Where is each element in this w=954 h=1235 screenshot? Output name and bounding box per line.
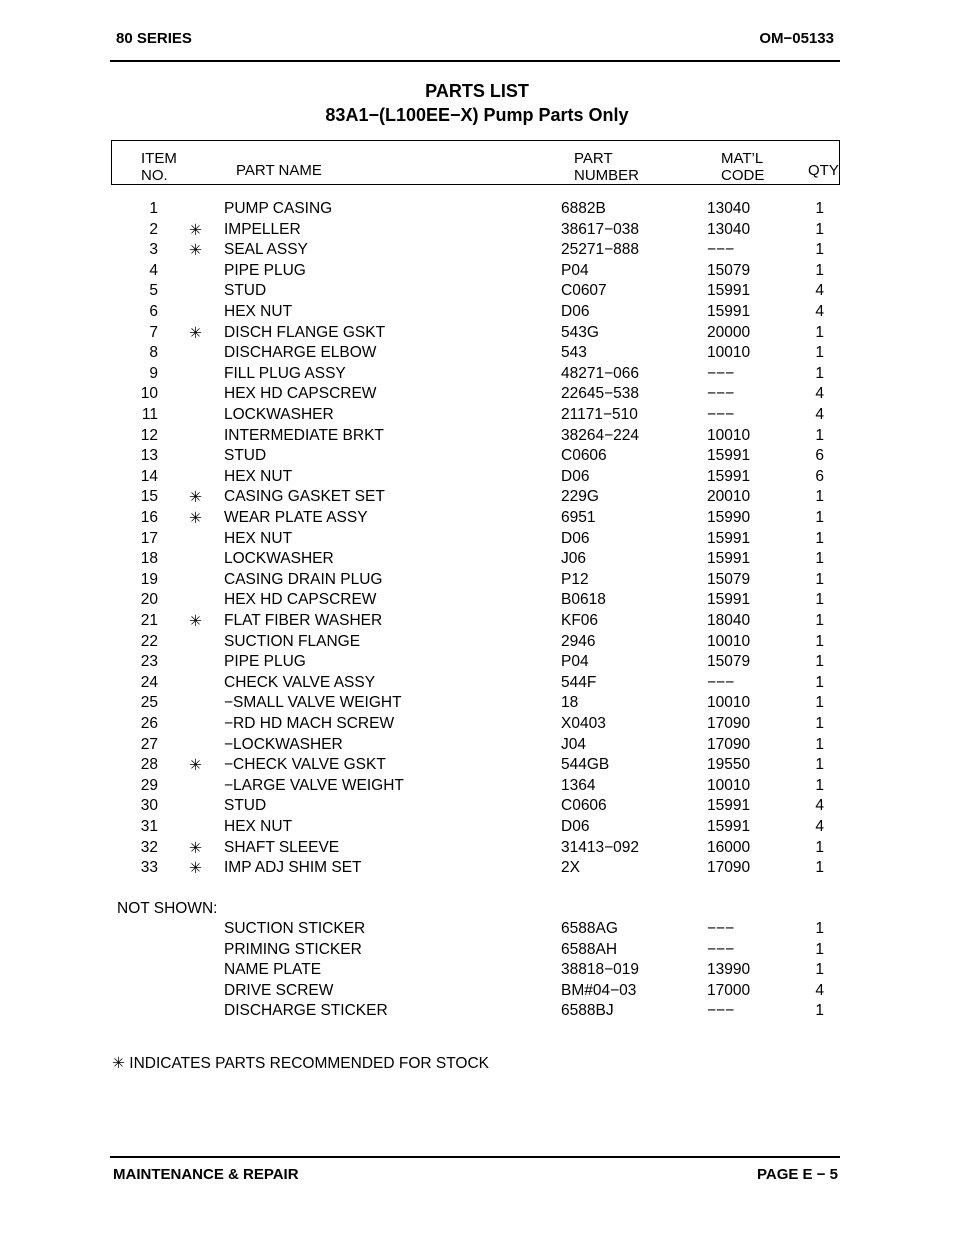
material-code: 10010 xyxy=(707,344,751,362)
quantity: 1 xyxy=(815,632,824,650)
table-row xyxy=(0,859,954,879)
table-row xyxy=(0,427,954,447)
table-row xyxy=(0,612,954,632)
part-number: 1364 xyxy=(561,776,596,794)
item-number: 23 xyxy=(140,653,158,671)
item-number: 6 xyxy=(149,303,158,320)
quantity: 1 xyxy=(815,715,824,732)
part-name: STUD xyxy=(224,447,267,465)
part-number: 38818−019 xyxy=(561,961,640,979)
part-number: KF06 xyxy=(561,612,599,629)
item-number: 28 xyxy=(140,756,158,774)
stock-star-icon: ✳ xyxy=(189,324,202,342)
quantity: 6 xyxy=(815,467,824,485)
table-row xyxy=(0,920,954,940)
table-row xyxy=(0,982,954,1002)
table-row xyxy=(0,591,954,611)
part-name: SUCTION FLANGE xyxy=(224,632,361,650)
quantity: 6 xyxy=(815,447,824,465)
table-row xyxy=(0,777,954,797)
quantity: 1 xyxy=(815,570,824,588)
table-row xyxy=(0,303,954,323)
part-name: IMP ADJ SHIM SET xyxy=(224,859,362,877)
part-name: LOCKWASHER xyxy=(224,406,334,423)
stock-star-icon: ✳ xyxy=(189,860,202,878)
item-number: 1 xyxy=(149,200,158,217)
quantity: 1 xyxy=(815,940,824,958)
item-number: 21 xyxy=(140,612,158,629)
material-code: 13040 xyxy=(707,220,751,238)
part-name: HEX NUT xyxy=(224,529,293,547)
part-number: 2X xyxy=(561,859,580,877)
material-code: 15991 xyxy=(707,818,751,835)
part-number: 18 xyxy=(561,694,579,712)
part-name: −SMALL VALVE WEIGHT xyxy=(224,694,402,712)
part-number: 48271−066 xyxy=(561,364,640,382)
part-name: FLAT FIBER WASHER xyxy=(224,612,383,629)
quantity: 1 xyxy=(815,261,824,279)
table-row xyxy=(0,324,954,344)
material-code: 20000 xyxy=(707,323,751,341)
part-number: C0606 xyxy=(561,797,607,815)
quantity: 4 xyxy=(815,282,824,300)
series-header: 80 SERIES xyxy=(116,30,192,47)
quantity: 1 xyxy=(815,859,824,877)
material-code: 10010 xyxy=(707,694,751,712)
quantity: 1 xyxy=(815,735,824,753)
table-row xyxy=(0,447,954,467)
table-row xyxy=(0,406,954,426)
item-number: 33 xyxy=(140,859,158,877)
material-code: −−− xyxy=(707,406,735,423)
part-name: CASING DRAIN PLUG xyxy=(224,570,383,588)
quantity: 1 xyxy=(815,776,824,794)
part-name: HEX HD CAPSCREW xyxy=(224,591,377,609)
table-row xyxy=(0,262,954,282)
material-code: 16000 xyxy=(707,838,751,856)
part-name: HEX HD CAPSCREW xyxy=(224,385,377,403)
table-row xyxy=(0,241,954,261)
part-name: LOCKWASHER xyxy=(224,550,334,568)
material-code: 15991 xyxy=(707,797,751,815)
item-number: 19 xyxy=(140,570,158,588)
col-part-number-label-2: NUMBER xyxy=(574,167,640,184)
part-name: STUD xyxy=(224,797,267,815)
part-name: HEX NUT xyxy=(224,467,293,485)
item-number: 7 xyxy=(149,323,158,341)
part-number: D06 xyxy=(561,467,590,485)
col-item-label-2: NO. xyxy=(141,167,168,184)
part-number: J04 xyxy=(561,735,586,753)
part-number: B0618 xyxy=(561,591,606,609)
part-number: P04 xyxy=(561,653,589,671)
part-name: DISCHARGE STICKER xyxy=(224,1002,388,1020)
part-name: INTERMEDIATE BRKT xyxy=(224,426,384,444)
stock-star-icon: ✳ xyxy=(189,613,202,630)
part-name: CHECK VALVE ASSY xyxy=(224,673,376,691)
quantity: 1 xyxy=(815,1002,824,1020)
part-number: 31413−092 xyxy=(561,838,640,856)
quantity: 1 xyxy=(815,364,824,382)
part-number: D06 xyxy=(561,818,590,835)
quantity: 4 xyxy=(815,797,824,815)
material-code: −−− xyxy=(707,364,735,382)
material-code: 15991 xyxy=(707,282,751,300)
table-row xyxy=(0,818,954,838)
material-code: 15079 xyxy=(707,261,751,279)
part-name: NAME PLATE xyxy=(224,961,322,979)
table-row xyxy=(0,221,954,241)
part-name: CASING GASKET SET xyxy=(224,488,385,506)
part-number: BM#04−03 xyxy=(561,981,637,999)
material-code: −−− xyxy=(707,673,735,691)
material-code: 15991 xyxy=(707,447,751,465)
quantity: 1 xyxy=(815,426,824,444)
col-mat-label-2: CODE xyxy=(721,167,765,184)
page-number: PAGE E − 5 xyxy=(756,1166,838,1183)
table-row xyxy=(0,941,954,961)
part-number: C0607 xyxy=(561,282,607,300)
material-code: 17090 xyxy=(707,715,751,732)
material-code: 15991 xyxy=(707,529,751,547)
part-number: 25271−888 xyxy=(561,241,640,259)
material-code: 17090 xyxy=(707,735,751,753)
part-number: 229G xyxy=(561,488,599,506)
table-row xyxy=(0,797,954,817)
material-code: 15991 xyxy=(707,467,751,485)
part-number: D06 xyxy=(561,529,590,547)
part-number: P12 xyxy=(561,570,589,588)
part-number: 6882B xyxy=(561,200,606,217)
part-number: D06 xyxy=(561,303,590,320)
item-number: 4 xyxy=(149,261,158,279)
part-number: 2946 xyxy=(561,632,596,650)
table-row xyxy=(0,344,954,364)
item-number: 32 xyxy=(140,838,158,856)
table-row xyxy=(0,365,954,385)
part-name: PRIMING STICKER xyxy=(224,940,362,958)
quantity: 1 xyxy=(815,200,824,217)
quantity: 1 xyxy=(815,591,824,609)
material-code: 17000 xyxy=(707,981,751,999)
part-number: 21171−510 xyxy=(561,406,638,423)
page-subtitle: 83A1−(L100EE−X) Pump Parts Only xyxy=(325,105,629,125)
quantity: 4 xyxy=(815,818,824,835)
part-number: 543 xyxy=(561,344,587,362)
item-number: 20 xyxy=(140,591,158,609)
part-number: X0403 xyxy=(561,715,606,732)
item-number: 15 xyxy=(140,488,158,506)
part-number: P04 xyxy=(561,261,589,279)
part-name: STUD xyxy=(224,282,267,300)
item-number: 3 xyxy=(149,241,158,259)
stock-star-icon: ✳ xyxy=(189,839,202,857)
material-code: 15991 xyxy=(707,303,751,320)
material-code: 18040 xyxy=(707,612,751,629)
quantity: 1 xyxy=(815,241,824,259)
part-name: SUCTION STICKER xyxy=(224,920,366,937)
part-number: 6951 xyxy=(561,509,596,526)
section-footer: MAINTENANCE & REPAIR xyxy=(113,1166,299,1183)
quantity: 1 xyxy=(815,509,824,526)
item-number: 26 xyxy=(140,715,158,732)
item-number: 8 xyxy=(149,344,158,362)
material-code: 15991 xyxy=(707,591,751,609)
part-name: HEX NUT xyxy=(224,818,293,835)
part-number: C0606 xyxy=(561,447,607,465)
material-code: −−− xyxy=(707,1002,735,1020)
part-number: J06 xyxy=(561,550,586,568)
material-code: 17090 xyxy=(707,859,751,877)
material-code: 13040 xyxy=(707,200,751,217)
item-number: 9 xyxy=(149,364,158,382)
part-number: 543G xyxy=(561,323,599,341)
table-row xyxy=(0,571,954,591)
item-number: 18 xyxy=(140,550,158,568)
part-name: HEX NUT xyxy=(224,303,293,320)
table-row xyxy=(0,961,954,981)
header-rule xyxy=(110,60,840,62)
item-number: 13 xyxy=(140,447,158,465)
quantity: 1 xyxy=(815,653,824,671)
table-row xyxy=(0,282,954,302)
col-item-label-1: ITEM xyxy=(141,150,177,167)
table-row xyxy=(0,736,954,756)
quantity: 4 xyxy=(815,981,824,999)
part-number: 38264−224 xyxy=(561,426,640,444)
item-number: 29 xyxy=(140,776,158,794)
quantity: 1 xyxy=(815,529,824,547)
table-row xyxy=(0,1002,954,1022)
material-code: 10010 xyxy=(707,776,751,794)
part-number: 544F xyxy=(561,673,597,691)
item-number: 11 xyxy=(141,406,158,423)
document-number: OM−05133 xyxy=(759,30,834,47)
quantity: 1 xyxy=(815,220,824,238)
material-code: 15079 xyxy=(707,570,751,588)
quantity: 1 xyxy=(815,344,824,362)
material-code: 13990 xyxy=(707,961,751,979)
item-number: 10 xyxy=(140,385,158,403)
footer-rule xyxy=(110,1156,840,1158)
material-code: 20010 xyxy=(707,488,751,506)
table-row xyxy=(0,839,954,859)
table-row xyxy=(0,756,954,776)
quantity: 4 xyxy=(815,303,824,320)
quantity: 1 xyxy=(815,838,824,856)
part-number: 6588AG xyxy=(561,920,618,937)
quantity: 1 xyxy=(815,920,824,937)
item-number: 5 xyxy=(149,282,158,300)
part-name: PIPE PLUG xyxy=(224,653,306,671)
part-name: −RD HD MACH SCREW xyxy=(224,715,395,732)
part-name: DISCHARGE ELBOW xyxy=(224,344,377,362)
stock-star-icon: ✳ xyxy=(189,242,202,260)
table-row xyxy=(0,715,954,735)
table-row xyxy=(0,385,954,405)
part-number: 38617−038 xyxy=(561,220,640,238)
material-code: 10010 xyxy=(707,632,751,650)
col-qty-label: QTY xyxy=(808,162,839,179)
quantity: 1 xyxy=(815,961,824,979)
part-name: SHAFT SLEEVE xyxy=(224,838,340,856)
table-row xyxy=(0,200,954,220)
material-code: 10010 xyxy=(707,426,751,444)
item-number: 30 xyxy=(140,797,158,815)
part-name: DRIVE SCREW xyxy=(224,981,334,999)
table-row xyxy=(0,653,954,673)
material-code: 15990 xyxy=(707,509,751,526)
part-name: IMPELLER xyxy=(224,220,301,238)
material-code: −−− xyxy=(707,385,735,403)
part-name: −CHECK VALVE GSKT xyxy=(224,756,386,774)
table-row xyxy=(0,674,954,694)
table-row xyxy=(0,488,954,508)
table-row xyxy=(0,550,954,570)
quantity: 1 xyxy=(815,323,824,341)
quantity: 4 xyxy=(815,406,824,423)
col-part-number-label-1: PART xyxy=(574,150,613,167)
col-mat-label-1: MAT’L xyxy=(721,150,764,167)
col-part-name-label: PART NAME xyxy=(236,162,322,179)
material-code: 15079 xyxy=(707,653,751,671)
stock-star-icon: ✳ xyxy=(189,757,202,775)
item-number: 12 xyxy=(140,426,158,444)
quantity: 1 xyxy=(815,550,824,568)
part-name: −LARGE VALVE WEIGHT xyxy=(224,776,404,794)
quantity: 4 xyxy=(815,385,824,403)
stock-star-icon: ✳ xyxy=(189,510,202,527)
material-code: 15991 xyxy=(707,550,751,568)
part-name: DISCH FLANGE GSKT xyxy=(224,323,386,341)
item-number: 27 xyxy=(140,735,158,753)
item-number: 24 xyxy=(140,673,158,691)
item-number: 22 xyxy=(140,632,158,650)
material-code: −−− xyxy=(707,920,735,937)
stock-star-icon: ✳ xyxy=(189,489,202,507)
material-code: −−− xyxy=(707,940,735,958)
part-name: −LOCKWASHER xyxy=(224,735,343,753)
material-code: 19550 xyxy=(707,756,751,774)
item-number: 2 xyxy=(149,220,158,238)
part-name: PIPE PLUG xyxy=(224,261,306,279)
part-name: PUMP CASING xyxy=(224,200,333,217)
column-header-box xyxy=(111,140,840,185)
item-number: 31 xyxy=(140,818,158,835)
quantity: 1 xyxy=(815,488,824,506)
table-row xyxy=(0,694,954,714)
part-name: FILL PLUG ASSY xyxy=(224,364,346,382)
quantity: 1 xyxy=(815,673,824,691)
part-number: 544GB xyxy=(561,756,610,774)
not-shown-label: NOT SHOWN: xyxy=(117,900,218,917)
quantity: 1 xyxy=(815,694,824,712)
part-number: 6588AH xyxy=(561,940,618,958)
part-number: 22645−538 xyxy=(561,385,640,403)
page-title: PARTS LIST xyxy=(425,81,529,101)
item-number: 25 xyxy=(140,694,158,712)
stock-star-icon: ✳ xyxy=(189,221,202,239)
part-name: SEAL ASSY xyxy=(224,241,308,259)
item-number: 17 xyxy=(140,529,158,547)
part-number: 6588BJ xyxy=(561,1002,614,1020)
part-name: WEAR PLATE ASSY xyxy=(224,509,368,526)
table-row xyxy=(0,633,954,653)
table-row xyxy=(0,509,954,529)
quantity: 1 xyxy=(815,612,824,629)
table-row xyxy=(0,468,954,488)
table-row xyxy=(0,530,954,550)
stock-footnote: ✳ INDICATES PARTS RECOMMENDED FOR STOCK xyxy=(112,1055,489,1072)
quantity: 1 xyxy=(815,756,824,774)
material-code: −−− xyxy=(707,241,735,259)
item-number: 16 xyxy=(140,509,158,526)
item-number: 14 xyxy=(140,467,158,485)
